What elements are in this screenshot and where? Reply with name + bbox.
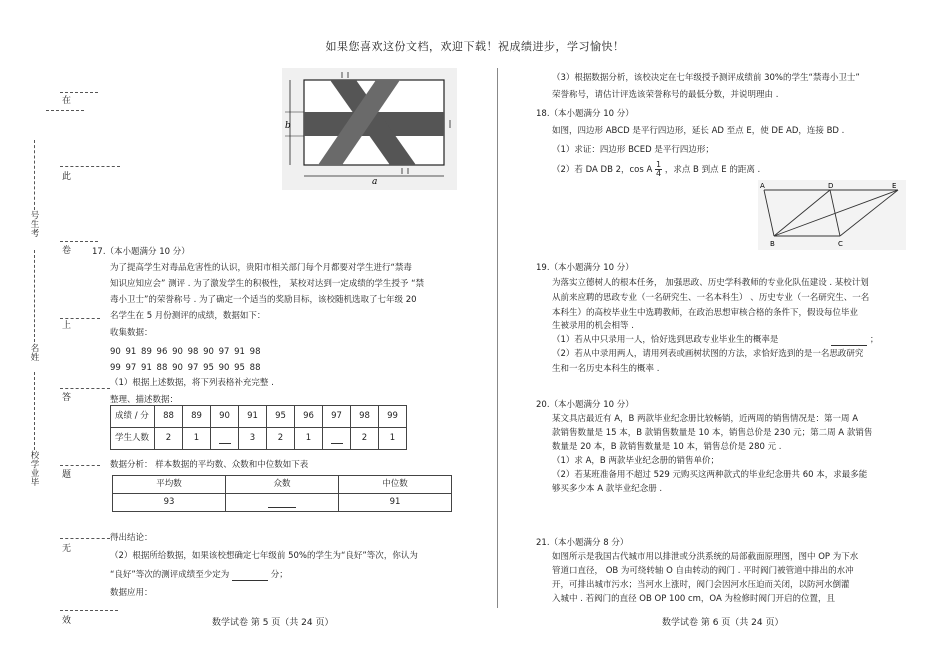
binding-char: 答 [62, 393, 72, 403]
q18-part-2: （2）若 DA DB 2，cos A $\frac{1}{4}$ ，求点 B 到点 E 的距离 . [552, 160, 761, 178]
data-application-label: 数据应用： [110, 588, 153, 598]
q20-part-2: （2）若某班准备用不超过 529 元购买这两种款式的毕业纪念册共 60 本，求最多能 [552, 470, 868, 480]
q21-text: 如图所示是我国古代城市用以排泄或分洪系统的局部截面原理图，图中 OP 为下水 [552, 552, 859, 562]
q21-text: 开，可排出城市污水；当河水上涨时，阀门会因河水压迫而关闭，以防河水倒灌 [552, 580, 850, 590]
table-cell: 2 [351, 428, 379, 450]
q19-part-2: （2）若从中录用两人，请用列表或画树状图的方法，求恰好选到的是一名思政研究 [552, 349, 864, 359]
binding-char: 上 [62, 321, 72, 331]
table-cell: 97 [323, 406, 351, 428]
footer-page-5: 数学试卷 第 5 页（共 24 页） [212, 618, 334, 628]
table-cell: 91 [239, 406, 267, 428]
table-row [113, 494, 452, 512]
statistics-table [112, 475, 452, 512]
table-row [111, 406, 407, 428]
exam-number-label: 号生考 [30, 211, 40, 239]
footer-page-6: 数学试卷 第 6 页（共 24 页） [662, 618, 784, 628]
point-label-e: E [892, 182, 897, 190]
q17-task-3: 荣誉称号，请估计评选该荣誉称号的最低分数，并说明理由 . [552, 90, 779, 100]
table-cell: 93 [113, 494, 226, 512]
q17-task-1: （1）根据上述数据，将下列表格补充完整 . [110, 378, 274, 388]
table-cell: 91 [339, 494, 452, 512]
binding-char: 卷 [62, 246, 72, 256]
q17-title: 17.（本小题满分 10 分） [92, 247, 190, 257]
q18-text: 如图，四边形 ABCD 是平行四边形，延长 AD 至点 E，使 DE AD，连接 BD . [552, 126, 845, 136]
page-divider [497, 68, 498, 608]
q17-text: 毒小卫士”的荣誉称号 . 为了确定一个适当的奖励目标，该校随机选取了七年级 20 [110, 295, 417, 305]
point-label-c: C [838, 240, 843, 248]
point-label-a: A [760, 182, 765, 190]
q20-text: 款销售数量是 15 本，B 款销售数量是 10 本，销售总价是 230 元；第二周 A 款销售 [552, 428, 873, 438]
data-analysis-label: 数据分析： 样本数据的平均数、众数和中位数如下表 [110, 460, 309, 470]
table-cell: 成绩 / 分 [111, 406, 155, 428]
fraction: $\frac{1}{4}$ [656, 160, 662, 178]
binding-char: 此 [62, 172, 72, 182]
q18-title: 18.（本小题满分 10 分） [536, 109, 634, 119]
data-row-1: 90 91 89 96 90 98 90 97 91 98 [110, 347, 261, 357]
q20-title: 20.（本小题满分 10 分） [536, 400, 634, 410]
q17-text: 为了提高学生对毒品危害性的认识，贵阳市相关部门每个月都要对学生进行“禁毒 [110, 263, 412, 273]
q21-text: 入城中 . 若阀门的直径 OB OP 100 cm，OA 为检修时阀门开启的位置，且 [552, 594, 835, 604]
parallelogram-figure [758, 180, 906, 250]
table-cell: 1 [379, 428, 407, 450]
answer-blank[interactable] [226, 494, 339, 512]
point-label-b: B [770, 240, 775, 248]
q17-text: 知识应知应会” 测评 . 为了激发学生的积极性， 某校对达到一定成绩的学生授予 “禁 [110, 279, 425, 289]
point-label-d: D [828, 182, 834, 190]
conclusion-label: 得出结论： [110, 533, 153, 543]
q21-title: 21.（本小题满分 8 分） [536, 538, 629, 548]
table-cell: 2 [155, 428, 183, 450]
answer-blank[interactable] [831, 336, 867, 346]
binding-char: 题 [62, 470, 72, 480]
answer-blank[interactable] [232, 571, 268, 581]
table-cell: 88 [155, 406, 183, 428]
strip-label-a: a [372, 177, 378, 187]
q18-part-1: （1）求证：四边形 BCED 是平行四边形； [552, 145, 714, 155]
q19-part-1: （1）若从中只录用一人，恰好选到思政专业毕业生的概率是 ； [552, 335, 879, 345]
table-cell: 1 [183, 428, 211, 450]
table-cell: 89 [183, 406, 211, 428]
q17-text: 名学生在 5 月份测评的成绩，数据如下： [110, 311, 266, 321]
binding-char: 效 [62, 616, 72, 626]
table-cell: 98 [351, 406, 379, 428]
table-cell: 3 [239, 428, 267, 450]
table-cell: 学生人数 [111, 428, 155, 450]
q19-part-2: 生和一名历史本科生的概率 . [552, 364, 660, 374]
strip-label-b: b [285, 121, 291, 131]
data-row-2: 99 97 91 88 90 97 95 90 95 88 [110, 363, 261, 373]
q17-task-2-answer-line: “良好”等次的测评成绩至少定为 分； [110, 570, 288, 580]
q19-text: 为落实立德树人的根本任务， 加强思政、历史学科教师的专业化队伍建设 . 某校计划 [552, 278, 869, 288]
table-cell: 96 [295, 406, 323, 428]
table-cell: 中位数 [339, 476, 452, 494]
header-banner: 如果您喜欢这份文档，欢迎下载！祝成绩进步，学习愉快！ [325, 40, 625, 53]
table-cell: 2 [267, 428, 295, 450]
q19-title: 19.（本小题满分 10 分） [536, 263, 634, 273]
organize-data-label: 整理、描述数据： [110, 395, 179, 405]
q20-text: 某文具店最近有 A，B 两款毕业纪念册比较畅销，近两周的销售情况是：第一周 A [552, 414, 859, 424]
q19-text: 本科生）的高校毕业生中选聘教师，在政治思想审核合格的条件下，假设每位毕业 [552, 308, 859, 318]
table-cell: 90 [211, 406, 239, 428]
q20-part-1: （1）求 A，B 两款毕业纪念册的销售单价； [552, 456, 719, 466]
frequency-table [110, 405, 407, 450]
table-cell: 平均数 [113, 476, 226, 494]
q17-task-2: （2）根据所给数据，如果该校想确定七年级前 50%的学生为“良好”等次，你认为 [110, 551, 418, 561]
binding-char: 在 [62, 96, 72, 106]
q20-part-2: 够买多少本 A 款毕业纪念册 . [552, 484, 663, 494]
table-row [113, 476, 452, 494]
strip-figure [282, 68, 457, 190]
q17-task-3: （3）根据数据分析，该校决定在七年级授予测评成绩前 30%的学生“禁毒小卫士” [552, 73, 860, 83]
q20-text: 数量是 20 本，B 款销售数量是 10 本，销售总价是 280 元 . [552, 442, 782, 452]
table-cell: 95 [267, 406, 295, 428]
table-row [111, 428, 407, 450]
name-label: 名姓 [30, 344, 40, 363]
q19-text: 从前来应聘的思政专业（一名研究生、一名本科生） 、历史专业（一名研究生、一名 [552, 293, 870, 303]
q19-text: 生被录用的机会相等 . [552, 321, 634, 331]
binding-char: 无 [62, 544, 72, 554]
collect-data-label: 收集数据： [110, 328, 153, 338]
answer-blank[interactable] [323, 428, 351, 450]
table-cell: 1 [295, 428, 323, 450]
q21-text: 管道口直径， OB 为可绕转轴 O 自由转动的阀门 . 平时阀门被管道中排出的水冲 [552, 566, 854, 576]
table-cell: 99 [379, 406, 407, 428]
answer-blank[interactable] [211, 428, 239, 450]
school-label: 校学业毕 [30, 451, 40, 488]
table-cell: 众数 [226, 476, 339, 494]
